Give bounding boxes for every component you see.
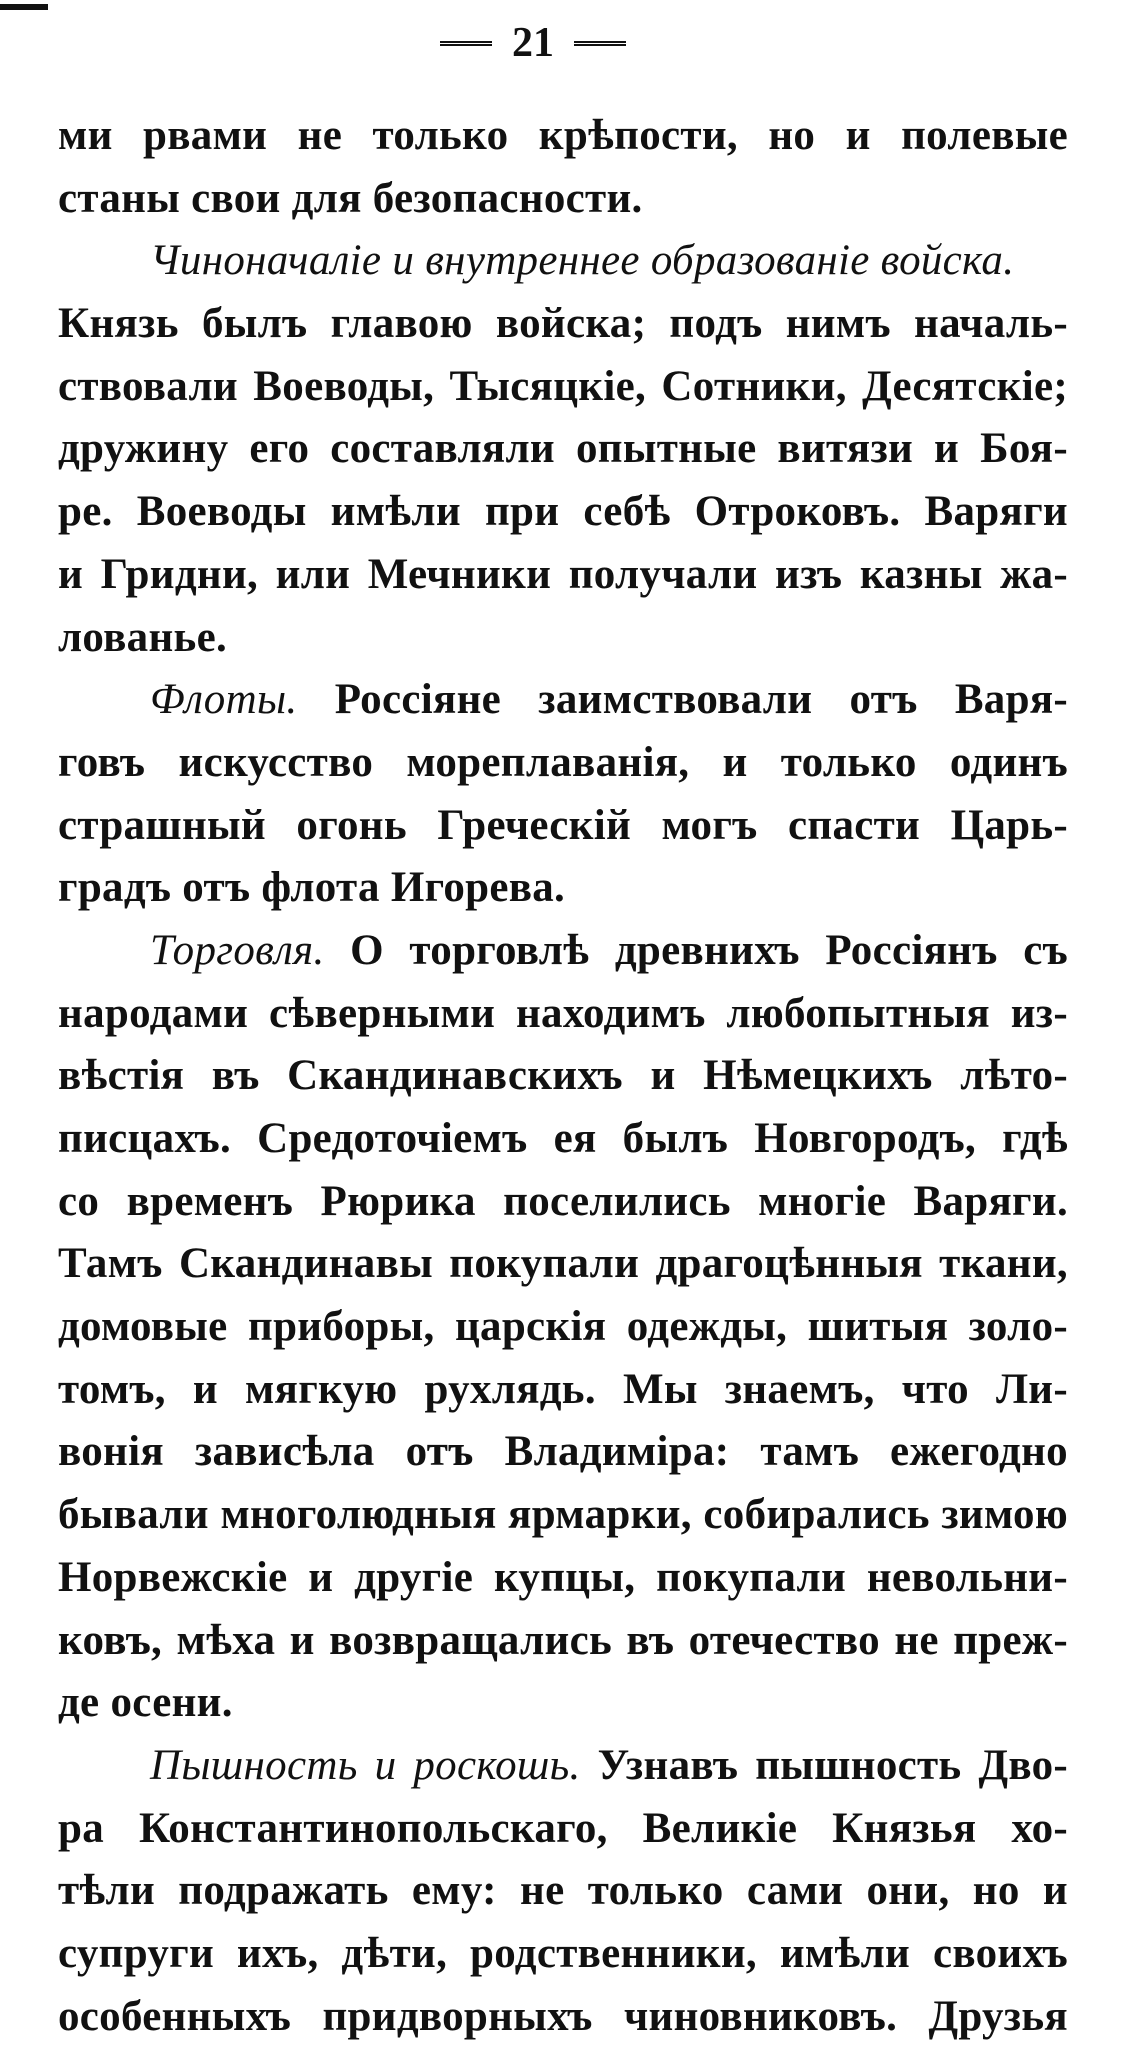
line-text: станы свои для безопасности. <box>58 174 643 222</box>
text-line <box>58 1986 1068 2048</box>
line-text: де осени. <box>58 1679 233 1727</box>
text-line <box>58 669 1068 732</box>
page-header <box>0 18 1140 68</box>
text-line <box>58 1735 1068 1798</box>
section-heading: Торговля. <box>150 926 325 974</box>
text-line <box>58 983 1068 1046</box>
page-number: 21 <box>512 20 554 66</box>
header-rule-left <box>440 41 492 52</box>
section-heading: Пышность и роскошь. <box>150 1741 581 1789</box>
text-line <box>58 1421 1068 1484</box>
text-line <box>58 732 1068 795</box>
text-line <box>58 1108 1068 1171</box>
text-line <box>58 1610 1068 1673</box>
line-text: томъ, и мягкую рухлядь. Мы знаемъ, что Ли- <box>58 1365 1068 1413</box>
text-line <box>58 795 1068 858</box>
line-text: Князь былъ главою войска; подъ нимъ началь- <box>58 300 1068 348</box>
text-line <box>58 857 1068 920</box>
line-text: особенныхъ придворныхъ чиновниковъ. Друзья <box>58 1992 1068 2040</box>
text-line <box>58 607 1068 670</box>
line-text: Россіяне заимствовали отъ Варя- <box>297 676 1068 724</box>
line-text: говъ искусство мореплаванія, и только одинъ <box>58 738 1068 786</box>
line-text: страшный огонь Греческій могъ спасти Царь- <box>58 801 1068 849</box>
text-line <box>58 418 1068 481</box>
line-text: О торговлѣ древнихъ Россіянъ съ <box>324 926 1068 974</box>
text-line <box>58 356 1068 419</box>
text-line <box>58 1296 1068 1359</box>
section-heading: Чиноначаліе и внутреннее образованіе войска. <box>150 237 1015 285</box>
text-line <box>58 1860 1068 1923</box>
line-text: дружину его составляли опытные витязи и Боя- <box>58 425 1068 473</box>
line-text: ковъ, мѣха и возвращались въ отечество не преж- <box>58 1616 1068 1664</box>
page-corner-mark <box>0 4 48 10</box>
text-line <box>58 1923 1068 1986</box>
text-line <box>58 481 1068 544</box>
text-line <box>58 230 1068 293</box>
text-line <box>58 1484 1068 1547</box>
line-text: бывали многолюдныя ярмарки, собирались зимою <box>58 1491 1068 1539</box>
text-line <box>58 293 1068 356</box>
text-line <box>58 105 1068 168</box>
line-text: Тамъ Скандинавы покупали драгоцѣнныя ткани, <box>58 1240 1068 1288</box>
line-text: и Гридни, или Мечники получали изъ казны жа- <box>58 550 1068 598</box>
line-text: супруги ихъ, дѣти, родственники, имѣли своихъ <box>58 1929 1068 1977</box>
line-text: вѣстія въ Скандинавскихъ и Нѣмецкихъ лѣто- <box>58 1052 1068 1100</box>
header-rule-right <box>574 41 626 52</box>
line-text: ствовали Воеводы, Тысяцкіе, Сотники, Десятскіе; <box>58 362 1068 410</box>
line-text: домовые приборы, царскія одежды, шитыя золо- <box>58 1303 1068 1351</box>
text-line <box>58 168 1068 231</box>
text-line <box>58 544 1068 607</box>
line-text: писцахъ. Средоточіемъ ея былъ Новгородъ, гдѣ <box>58 1115 1068 1162</box>
line-text: вонія зависѣла отъ Владиміра: тамъ ежегодно <box>58 1428 1068 1476</box>
line-text: Норвежскіе и другіе купцы, покупали невольни- <box>58 1553 1068 1601</box>
text-line <box>58 1547 1068 1610</box>
line-text: со временъ Рюрика поселились многіе Варяги. <box>58 1177 1068 1225</box>
section-heading: Флоты. <box>150 676 298 724</box>
line-text: народами сѣверными находимъ любопытныя из- <box>58 989 1068 1037</box>
text-line <box>58 1233 1068 1296</box>
line-text: ре. Воеводы имѣли при себѣ Отроковъ. Варяги <box>58 488 1068 536</box>
line-text: тѣли подражать ему: не только сами они, но и <box>58 1867 1068 1915</box>
line-text: градъ отъ флота Игорева. <box>58 864 566 912</box>
line-text: лованье. <box>58 613 228 661</box>
text-line <box>58 920 1068 983</box>
text-line <box>58 1359 1068 1422</box>
page-text <box>58 105 1068 2048</box>
text-line <box>58 1171 1068 1234</box>
line-text: Узнавъ пышность Дво- <box>580 1741 1068 1789</box>
line-text: ра Константинопольскаго, Великіе Князья хо- <box>58 1804 1068 1852</box>
text-line <box>58 1045 1068 1108</box>
line-text: ми рвами не только крѣпости, но и полевые <box>58 112 1068 159</box>
text-line <box>58 1672 1068 1735</box>
text-line <box>58 1798 1068 1861</box>
